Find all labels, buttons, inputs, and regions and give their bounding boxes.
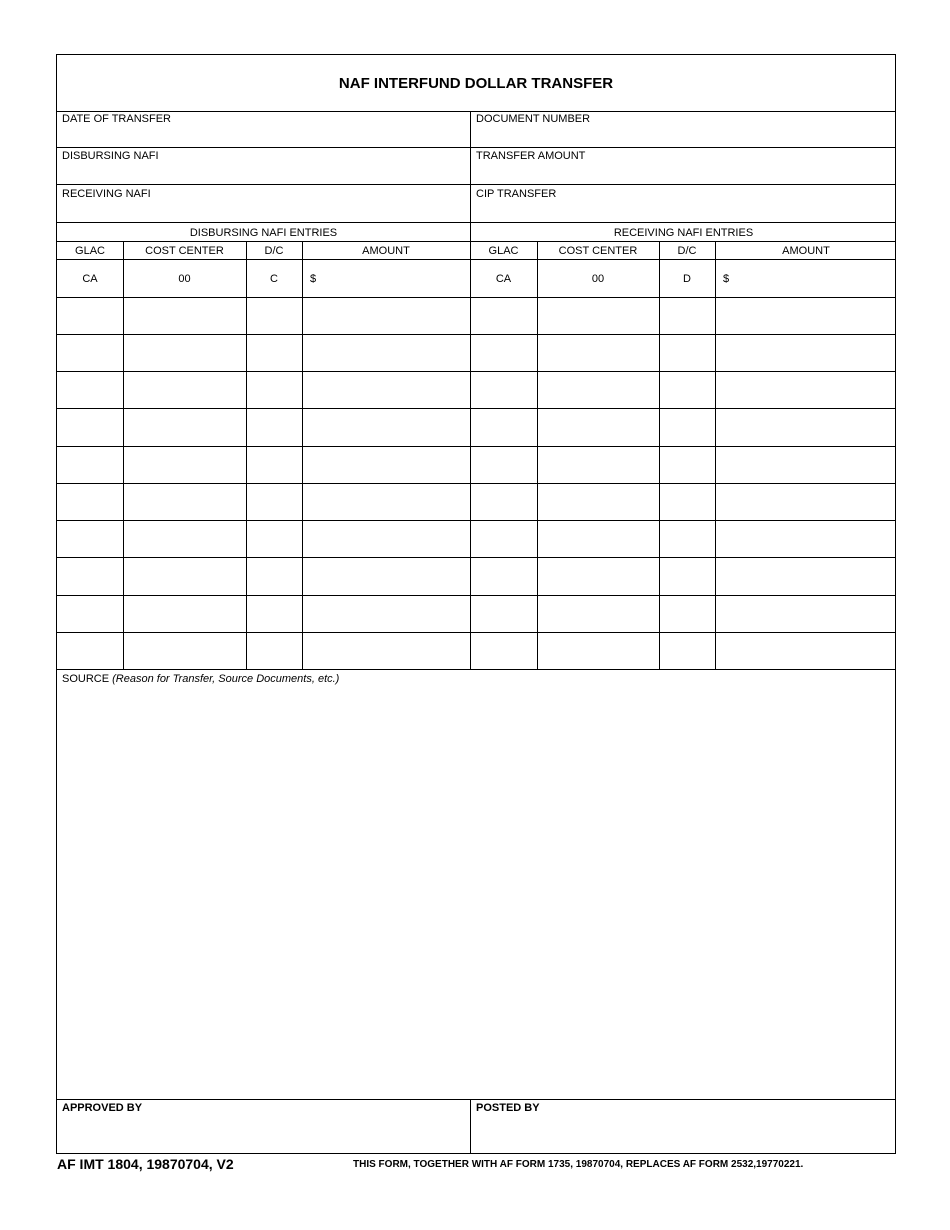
source-hint: (Reason for Transfer, Source Documents, etc.)	[112, 673, 340, 685]
recv-amount-value[interactable]: $	[723, 273, 730, 285]
recv-dc-header: D/C	[677, 245, 697, 257]
disbursing-nafi-field[interactable]: DISBURSING NAFI	[62, 150, 159, 162]
cip-transfer-field[interactable]: CIP TRANSFER	[476, 188, 557, 200]
recv-amount-header: AMOUNT	[782, 245, 830, 257]
column-divider	[659, 241, 660, 670]
column-divider	[715, 241, 716, 670]
approved-by-field[interactable]: APPROVED BY	[62, 1102, 143, 1114]
disb-cost-center-value[interactable]: 00	[178, 273, 191, 285]
row-divider	[57, 595, 895, 596]
posted-by-field[interactable]: POSTED BY	[476, 1102, 540, 1114]
transfer-form	[56, 54, 896, 1154]
row-divider	[57, 632, 895, 633]
disb-glac-value[interactable]: CA	[82, 273, 98, 285]
document-number-field[interactable]: DOCUMENT NUMBER	[476, 113, 591, 125]
row-divider	[57, 222, 895, 223]
recv-glac-header: GLAC	[488, 245, 519, 257]
column-divider	[123, 241, 124, 670]
disb-glac-header: GLAC	[75, 245, 105, 257]
disb-dc-value[interactable]: C	[270, 273, 278, 285]
column-divider	[537, 241, 538, 670]
date-of-transfer-field[interactable]: DATE OF TRANSFER	[62, 113, 171, 125]
receiving-entries-header: RECEIVING NAFI ENTRIES	[613, 227, 754, 239]
disb-cost-center-header: COST CENTER	[145, 245, 224, 257]
disb-dc-header: D/C	[264, 245, 284, 257]
signature-divider	[470, 1099, 471, 1154]
header-divider	[470, 112, 471, 223]
row-divider	[57, 371, 895, 372]
column-divider	[302, 241, 303, 670]
row-divider	[57, 520, 895, 521]
receiving-nafi-field[interactable]: RECEIVING NAFI	[62, 188, 151, 200]
source-label: SOURCE	[62, 673, 110, 685]
source-field[interactable]	[62, 673, 339, 686]
row-divider	[57, 184, 895, 185]
transfer-amount-field[interactable]: TRANSFER AMOUNT	[476, 150, 586, 162]
recv-glac-value[interactable]: CA	[495, 273, 512, 285]
row-divider	[57, 446, 895, 447]
disb-amount-header: AMOUNT	[362, 245, 410, 257]
column-divider	[246, 241, 247, 670]
row-divider	[57, 669, 895, 670]
row-divider	[57, 1099, 895, 1100]
form-supersession-note: THIS FORM, TOGETHER WITH AF FORM 1735, 19870704, REPLACES AF FORM 2532,19770221.	[353, 1159, 804, 1170]
recv-cost-center-value[interactable]: 00	[591, 273, 605, 285]
disbursing-entries-header: DISBURSING NAFI ENTRIES	[189, 227, 338, 239]
row-divider	[57, 408, 895, 409]
row-divider	[57, 147, 895, 148]
form-id: AF IMT 1804, 19870704, V2	[57, 1156, 234, 1172]
form-title: NAF INTERFUND DOLLAR TRANSFER	[57, 55, 895, 112]
recv-cost-center-header: COST CENTER	[558, 245, 638, 257]
recv-dc-value[interactable]: D	[683, 273, 691, 285]
row-divider	[57, 557, 895, 558]
disb-amount-value[interactable]: $	[310, 273, 317, 285]
row-divider	[57, 483, 895, 484]
row-divider	[57, 334, 895, 335]
